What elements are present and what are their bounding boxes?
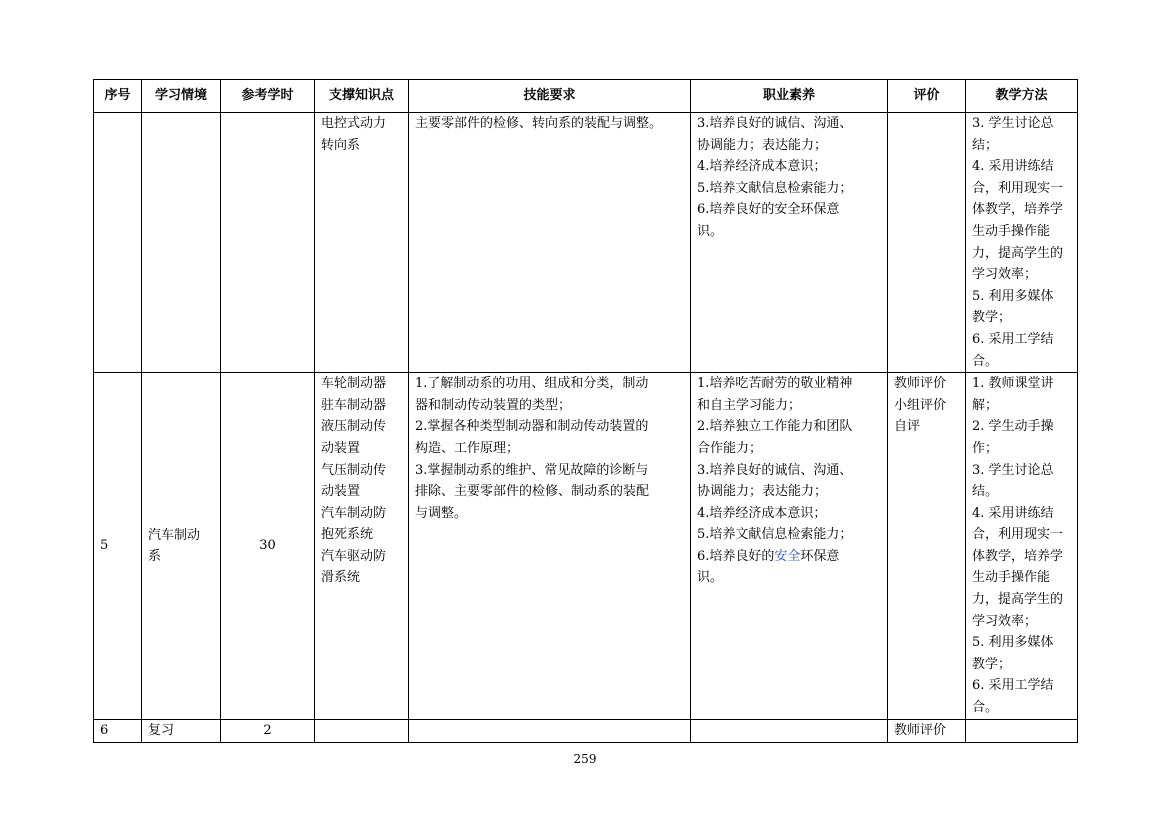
literacy-text-end: 环保意 识。 [697,548,840,586]
learning-situation-cell [142,113,221,373]
skill-requirements-cell [409,720,691,743]
header-learning-situation: 学习情境 [142,80,221,113]
teaching-methods-cell [966,720,1078,743]
learning-situation-cell: 汽车制动 系 [142,373,221,720]
page-number: 259 [573,752,597,766]
header-index: 序号 [94,80,142,113]
row-index-cell: 5 [94,373,142,720]
learning-situation-cell: 复习 [142,720,221,743]
evaluation-cell: 教师评价 [888,720,966,743]
teaching-methods-cell: 3. 学生讨论总 结； 4. 采用讲练结 合，利用现实一 体教学，培养学 生动手操作能 力，提高学生的 学习效率； 5. 利用多媒体 教学； 6. 采用工学结 合。 [966,113,1078,373]
header-knowledge-points: 支撑知识点 [315,80,409,113]
professional-literacy-cell: 3.培养良好的诚信、沟通、 协调能力；表达能力； 4.培养经济成本意识； 5.培养文献信息检索能力； 6.培养良好的安全环保意 识。 [691,113,888,373]
header-skill-requirements: 技能要求 [409,80,691,113]
literacy-highlight-text: 安全 [774,548,801,564]
row-index-cell: 6 [94,720,142,743]
knowledge-points-cell: 电控式动力 转向系 [315,113,409,373]
header-evaluation: 评价 [888,80,966,113]
table-row [94,720,1078,743]
header-row [94,80,1078,113]
literacy-text: 1.培养吃苦耐劳的敬业精神 和自主学习能力； 2.培养独立工作能力和团队 合作能力； 3.培养良好的诚信、沟通、 协调能力；表达能力； 4.培养经济成本意识； 5.培养文献信息检索能力； 6.培养良好的 [697,376,853,564]
knowledge-points-cell [315,720,409,743]
row-index-cell [94,113,142,373]
knowledge-points-cell: 车轮制动器 驻车制动器 液压制动传 动装置 气压制动传 动装置 汽车制动防 抱死系统 汽车驱动防 滑系统 [315,373,409,720]
skill-requirements-cell: 1.了解制动系的功用、组成和分类，制动 器和制动传动装置的类型； 2.掌握各种类型制动器和制动传动装置的 构造、工作原理； 3.掌握制动系的维护、常见故障的诊断与 排除、主要零部件的检修、制动系的装配 与调整。 [409,373,691,720]
skill-requirements-cell: 主要零部件的检修、转向系的装配与调整。 [409,113,691,373]
reference-hours-cell: 2 [221,720,315,743]
table-row [94,113,1078,373]
reference-hours-cell [221,113,315,373]
header-professional-literacy: 职业素养 [691,80,888,113]
curriculum-table [93,79,1078,743]
header-reference-hours: 参考学时 [221,80,315,113]
reference-hours-cell: 30 [221,373,315,720]
table-row [94,373,1078,720]
evaluation-cell [888,113,966,373]
evaluation-cell: 教师评价 小组评价 自评 [888,373,966,720]
professional-literacy-cell [691,373,888,720]
header-teaching-methods: 教学方法 [966,80,1078,113]
teaching-methods-cell: 1. 教师课堂讲 解； 2. 学生动手操 作； 3. 学生讨论总 结。 4. 采用讲练结 合，利用现实一 体教学，培养学 生动手操作能 力，提高学生的 学习效率； 5. 利用多媒体 教学； 6. 采用工学结 合。 [966,373,1078,720]
professional-literacy-cell [691,720,888,743]
